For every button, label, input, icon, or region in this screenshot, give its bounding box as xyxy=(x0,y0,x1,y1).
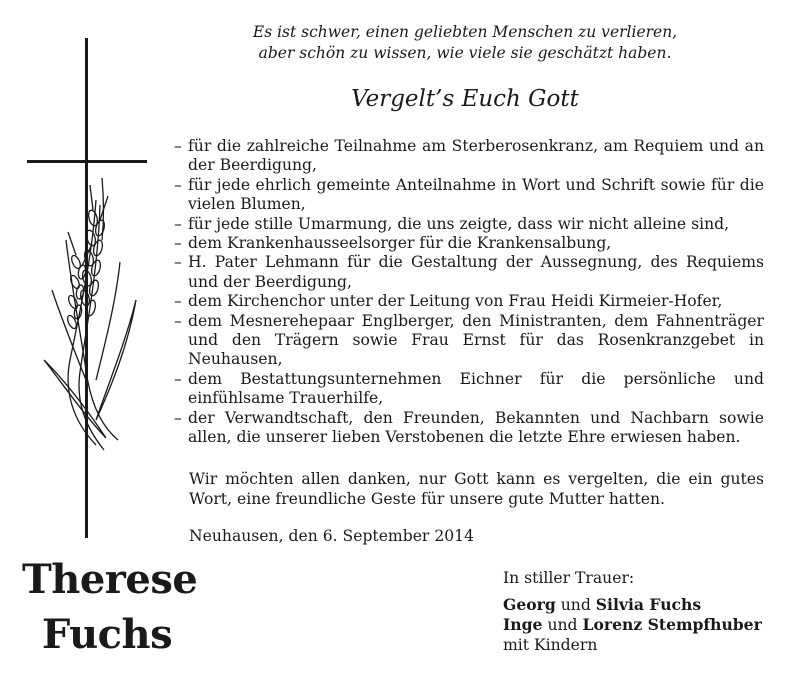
dash: – xyxy=(174,253,182,272)
mourner-row: mit Kindern xyxy=(503,636,598,654)
cross-and-wheat-artwork xyxy=(0,0,200,540)
dash: – xyxy=(174,292,182,311)
thanks-item: – dem Kirchenchor unter der Leitung von Frau Heidi Kirmeier-Hofer, xyxy=(174,292,723,311)
mourner-row: Georg und Silvia Fuchs xyxy=(503,595,702,614)
deceased-last-name: Fuchs xyxy=(41,611,173,658)
thanks-item: – dem Mesnerehepaar Englberger, den Ministranten, dem Fahnenträger und den Trägern sowie Frau Ernst für das Rosenkranzgebet in Neuhausen, xyxy=(174,311,764,369)
place-date: Neuhausen, den 6. September 2014 xyxy=(189,527,475,545)
thanks-item: – für jede stille Umarmung, die uns zeigte, dass wir nicht alleine sind, xyxy=(174,214,730,233)
dash: – xyxy=(174,369,182,388)
quote-line-1: Es ist schwer, einen geliebten Menschen zu verlieren, xyxy=(252,23,678,41)
deceased-first-name: Therese xyxy=(22,556,198,603)
mourner-row: Inge und Lorenz Stempfhuber xyxy=(503,615,762,634)
thanks-item: – für jede ehrlich gemeinte Anteilnahme in Wort und Schrift sowie für die vielen Blumen, xyxy=(174,175,764,214)
cross-icon xyxy=(27,38,147,538)
dash: – xyxy=(174,175,182,194)
mourners-intro: In stiller Trauer: xyxy=(503,569,635,587)
wheat-icon xyxy=(44,178,136,450)
dash: – xyxy=(174,408,182,427)
mourners-block xyxy=(503,568,762,655)
thanks-item: – für die zahlreiche Teilnahme am Sterberosenkranz, am Requiem und an der Beerdigung, xyxy=(174,137,764,175)
heading: Vergelt’s Euch Gott xyxy=(351,86,579,112)
thanks-item: – H. Pater Lehmann für die Gestaltung der Aussegnung, des Requiems und der Beerdigung, xyxy=(174,253,764,291)
dash: – xyxy=(174,234,182,253)
quote-line-2: aber schön zu wissen, wie viele sie geschätzt haben. xyxy=(258,44,672,62)
dash: – xyxy=(174,137,182,155)
dash: – xyxy=(174,311,182,330)
thanks-item: – der Verwandtschaft, den Freunden, Bekannten und Nachbarn sowie allen, die unserer lieben Verstobenen die letzte Ehre erwiesen haben. xyxy=(174,408,764,447)
dash: – xyxy=(174,214,182,233)
thanks-list xyxy=(174,137,764,448)
thanks-item: – dem Bestattungsunternehmen Eichner für die persönliche und einfühlsame Trauerhilfe, xyxy=(174,369,764,408)
thanks-item: – dem Krankenhausseelsorger für die Krankensalbung, xyxy=(174,234,612,253)
closing-paragraph: Wir möchten allen danken, nur Gott kann es vergelten, die ein gutes Wort, eine freundliche Geste für unsere gute Mutter hatten. xyxy=(189,470,764,508)
opening-quote xyxy=(190,22,740,64)
